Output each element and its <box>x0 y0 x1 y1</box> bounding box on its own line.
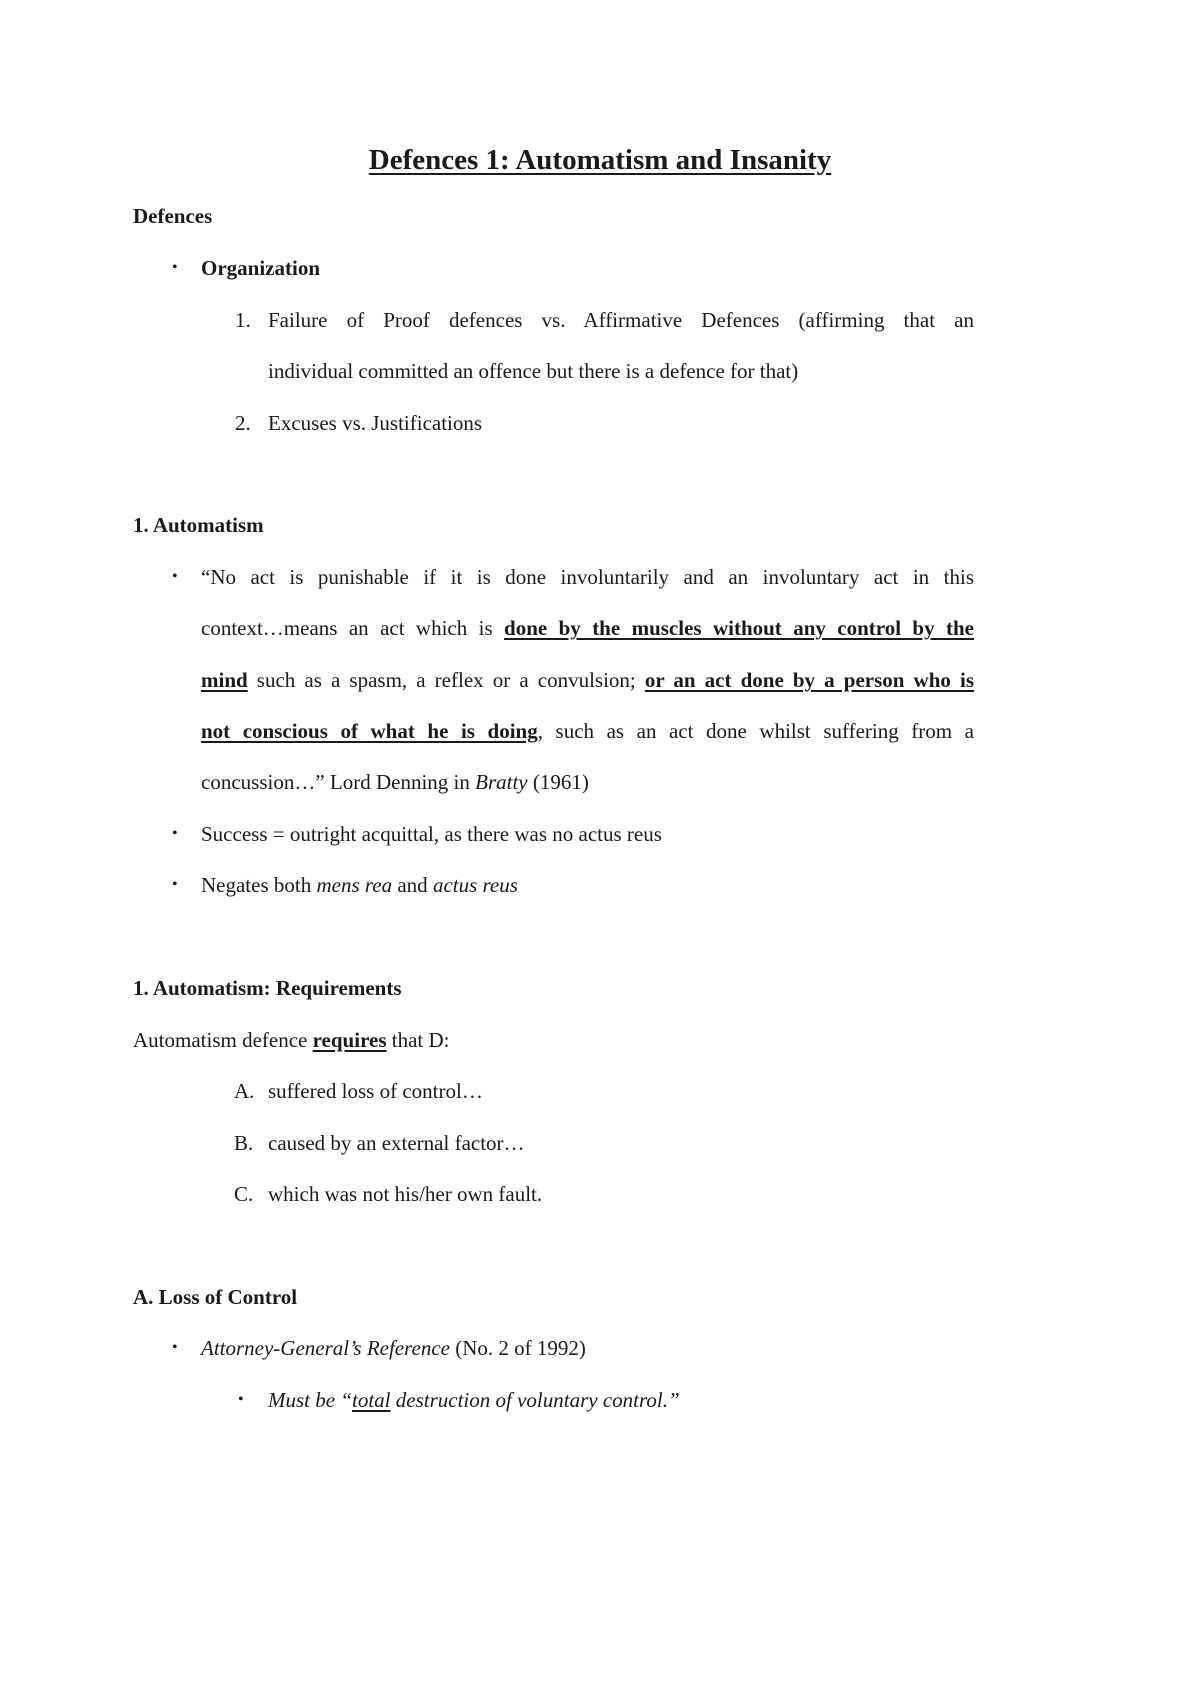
organization-item-2: Excuses vs. Justifications <box>268 411 483 435</box>
quote-emphasis: done by the muscles without any control by the <box>504 616 974 640</box>
list-letter: A. <box>234 1079 255 1103</box>
bullet-icon: • <box>172 825 178 842</box>
case-name: Attorney-General’s Reference <box>201 1336 450 1360</box>
list-number: 2. <box>235 411 251 435</box>
case-citation: (No. 2 of 1992) <box>450 1336 586 1360</box>
quote-text: concussion…” Lord Denning in <box>201 770 476 794</box>
section-heading-automatism: 1. Automatism <box>133 513 264 537</box>
quote-text: , such as an act done whilst suffering from a <box>537 719 975 743</box>
term: actus reus <box>432 873 518 897</box>
organization-label: Organization <box>201 256 320 280</box>
list-number: 1. <box>235 308 251 332</box>
negates-point <box>201 870 518 900</box>
text: Negates both <box>201 873 317 897</box>
success-point: Success = outright acquittal, as there was no actus reus <box>201 822 662 846</box>
bullet-icon: • <box>172 568 178 585</box>
quote-text: such as a spasm, a reflex or a convulsion; <box>247 668 645 692</box>
quote-line-3 <box>201 665 974 695</box>
quote-text: context…means an act which is <box>201 616 505 640</box>
bullet-icon: • <box>172 1339 178 1356</box>
term: mens rea <box>316 873 393 897</box>
emphasis: total <box>352 1388 391 1412</box>
quote-line-1: “No act is punishable if it is done involuntarily and an involuntary act in this <box>201 565 974 589</box>
page-title: Defences 1: Automatism and Insanity <box>368 144 832 176</box>
case-reference <box>201 1333 586 1363</box>
requirements-intro <box>133 1025 450 1055</box>
requirement-item: caused by an external factor… <box>268 1131 525 1155</box>
quote-line-4 <box>201 716 974 746</box>
requirement-item: suffered loss of control… <box>268 1079 483 1103</box>
text: Must be “ <box>268 1388 352 1412</box>
quote-emphasis: not conscious of what he is doing <box>201 719 538 743</box>
section-heading-defences: Defences <box>133 204 213 228</box>
emphasis: requires <box>312 1028 387 1052</box>
quote-line-5 <box>201 767 589 797</box>
section-heading-loss-of-control: A. Loss of Control <box>133 1285 298 1309</box>
text: that D: <box>386 1028 450 1052</box>
requirement-item: which was not his/her own fault. <box>268 1182 543 1206</box>
list-letter: C. <box>234 1182 254 1206</box>
bullet-icon: • <box>238 1391 244 1408</box>
bullet-icon: • <box>172 259 178 276</box>
text: destruction of voluntary control.” <box>390 1388 680 1412</box>
quote-emphasis: or an act done by a person who is <box>644 668 974 692</box>
text: Automatism defence <box>133 1028 313 1052</box>
case-holding <box>268 1385 680 1415</box>
quote-line-2 <box>201 613 974 643</box>
section-heading-requirements: 1. Automatism: Requirements <box>133 976 402 1000</box>
quote-emphasis: mind <box>201 668 248 692</box>
list-letter: B. <box>234 1131 254 1155</box>
case-name: Bratty <box>475 770 528 794</box>
bullet-icon: • <box>172 876 178 893</box>
quote-text: (1961) <box>527 770 589 794</box>
organization-item-1-line-1: Failure of Proof defences vs. Affirmative Defences (affirming that an <box>268 308 974 332</box>
organization-item-1-line-2: individual committed an offence but there is a defence for that) <box>268 359 799 383</box>
text: and <box>392 873 433 897</box>
